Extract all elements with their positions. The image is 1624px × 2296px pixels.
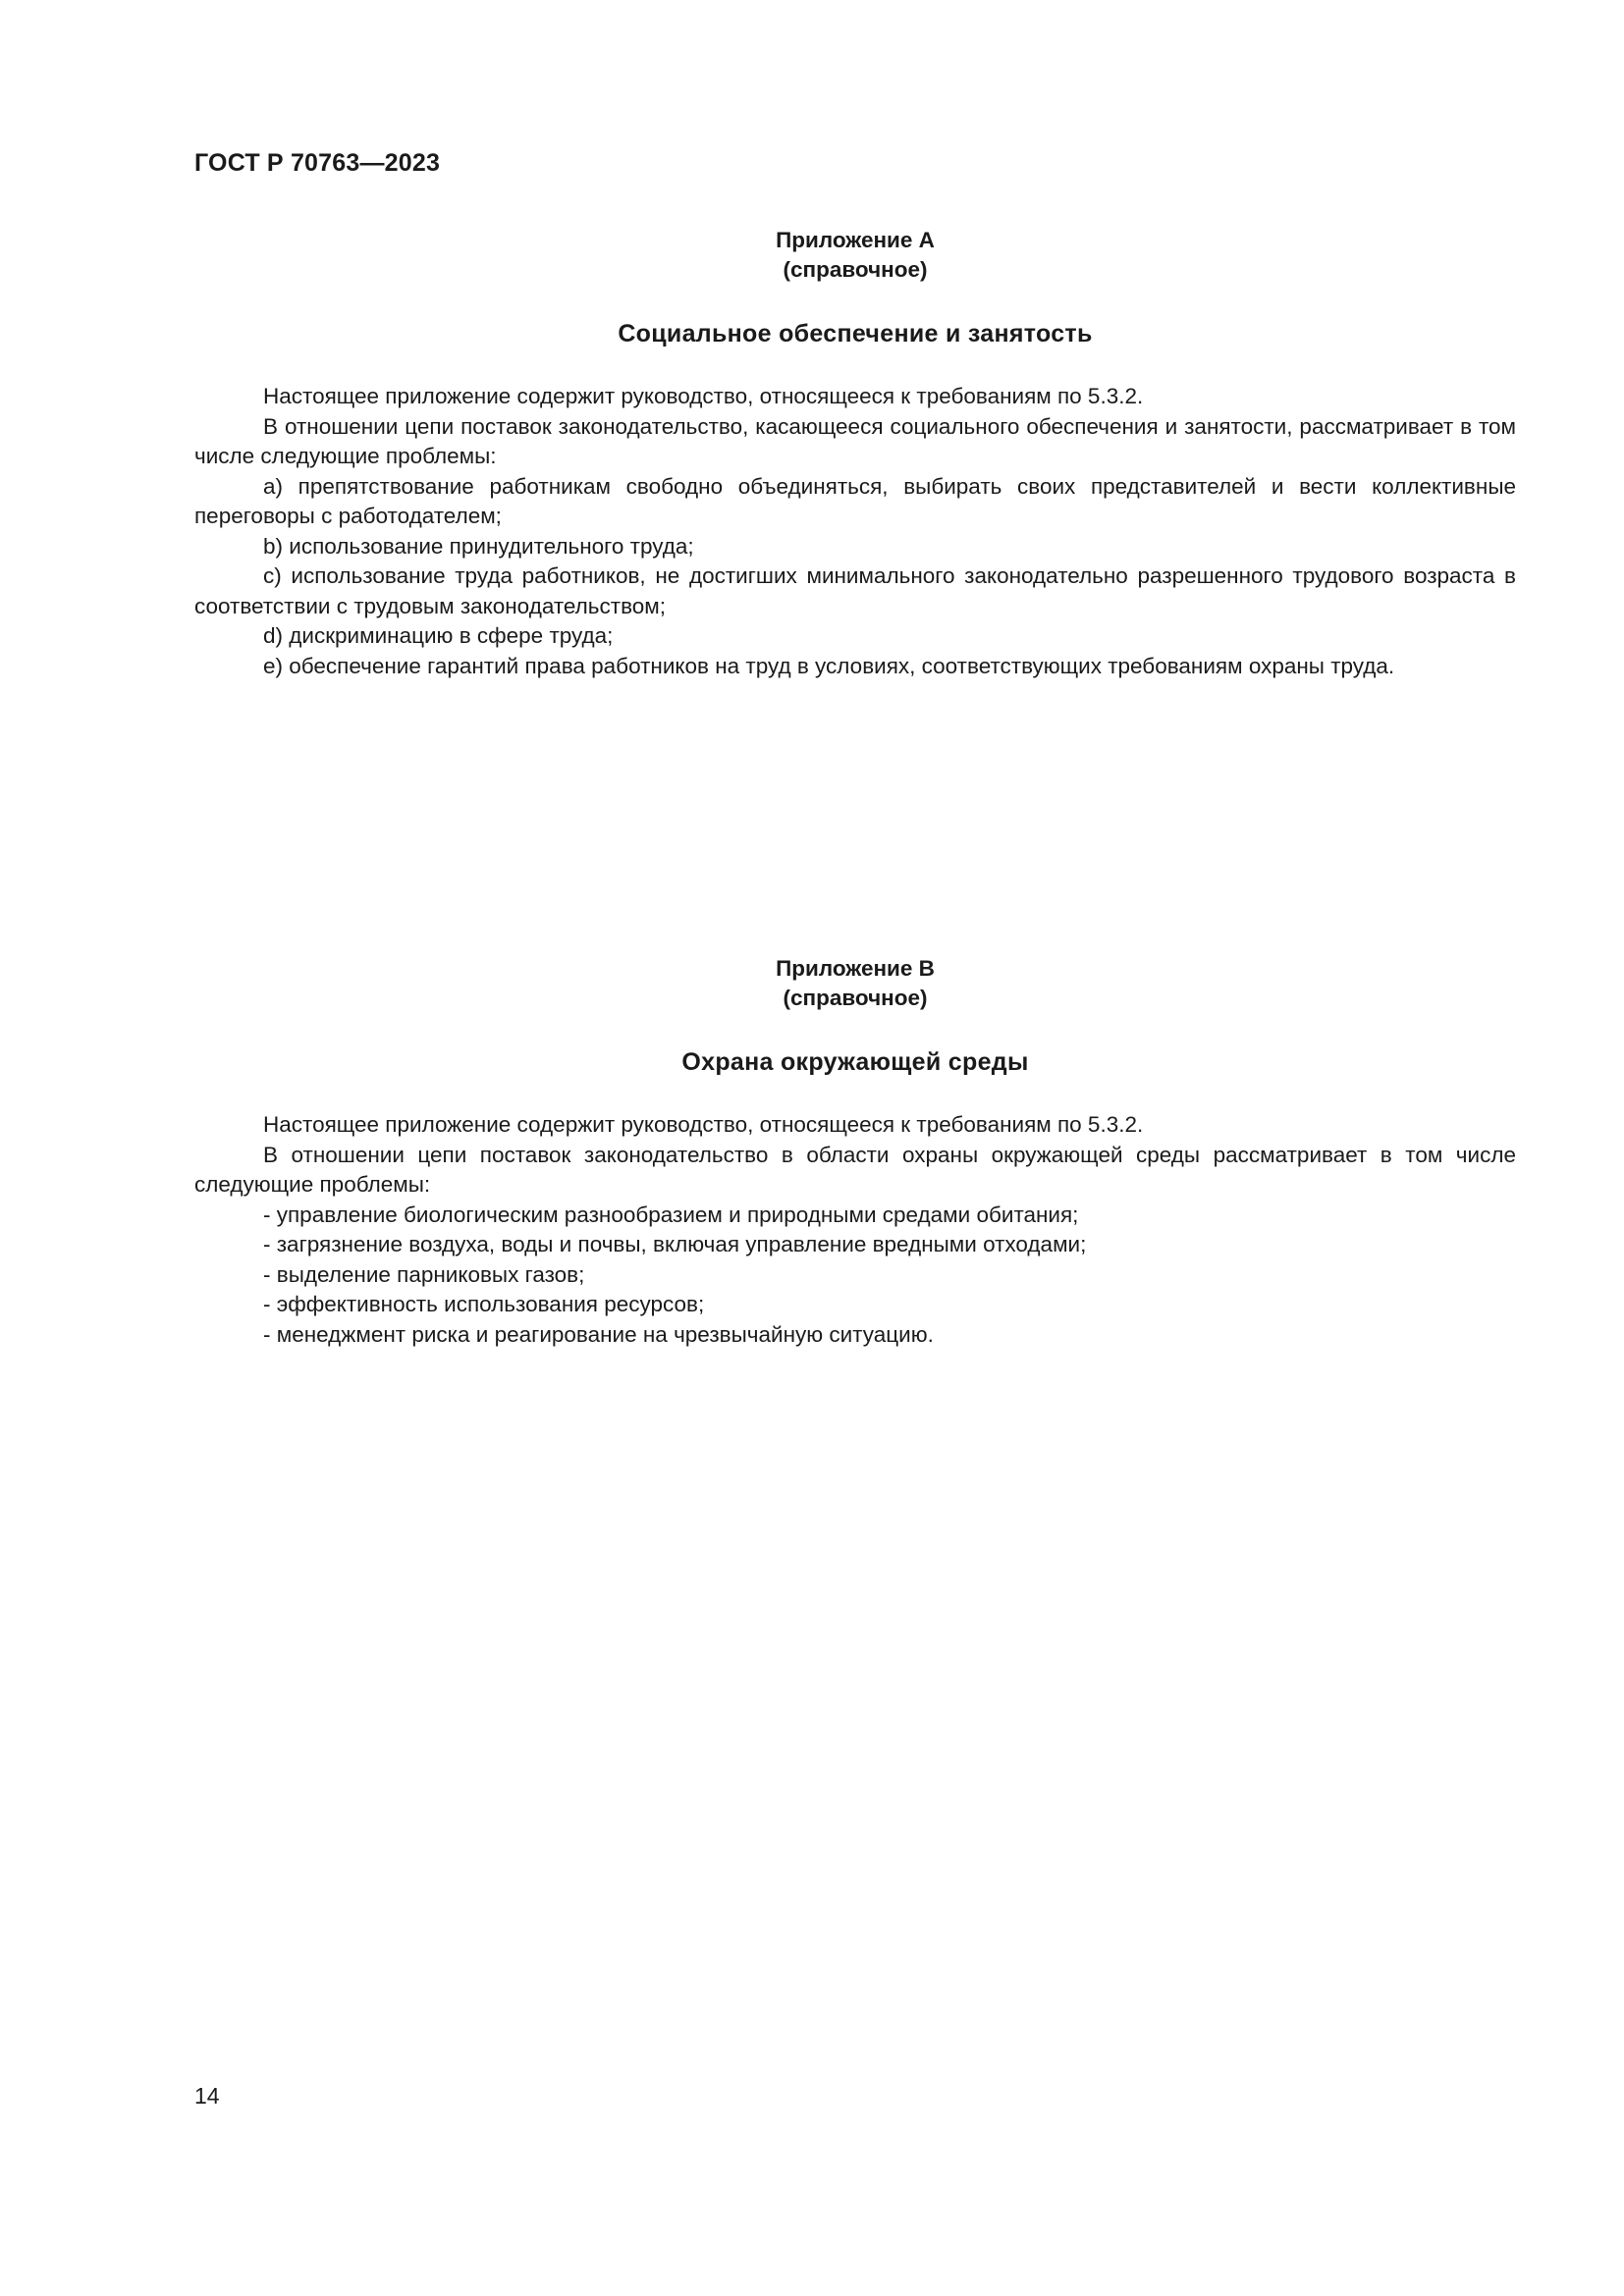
annex-b-paragraph: Настоящее приложение содержит руководство, относящееся к требованиям по 5.3.2. [263,1112,1144,1137]
annex-a-list-item: e) обеспечение гарантий права работников на труд в условиях, соответствующих требованиям охраны труда. [263,653,1395,678]
annex-a-label: Приложение А [776,228,935,252]
annex-b-list-item: - выделение парниковых газов; [263,1261,585,1287]
annex-a-status: (справочное) [783,257,928,282]
annex-b-list-item: - эффективность использования ресурсов; [263,1292,705,1316]
document-code: ГОСТ Р 70763—2023 [194,149,441,177]
annex-a-paragraph: Настоящее приложение содержит руководство, относящееся к требованиям по 5.3.2. [263,384,1144,408]
annex-a-paragraph: В отношении цепи поставок законодательство, касающееся социального обеспечения и занятости, рассматривает в том числе следующие проблемы: [194,413,1516,468]
annex-b-list-item: - загрязнение воздуха, воды и почвы, включая управление вредными отходами; [263,1232,1087,1256]
annex-a-list-item: c) использование труда работников, не достигших минимального законодательно разрешенного трудового возраста в соответствии с трудовым законодательством; [194,563,1516,618]
annex-b-label: Приложение В [776,956,935,981]
annex-b-body [194,1110,1516,1350]
page-number: 14 [194,2083,220,2109]
annex-a-heading: Социальное обеспечение и занятость [618,320,1093,347]
annex-b-status: (справочное) [783,986,928,1010]
annex-b-heading: Охрана окружающей среды [681,1048,1029,1076]
annex-b-list-item: - управление биологическим разнообразием и природными средами обитания; [263,1201,1079,1227]
annex-a-list-item: b) использование принудительного труда; [263,533,694,559]
annex-a-list-item: d) дискриминацию в сфере труда; [263,623,614,648]
annex-b [194,954,1516,1350]
annex-a [194,226,1516,681]
annex-b-paragraph: В отношении цепи поставок законодательство в области охраны окружающей среды рассматривает в том числе следующие проблемы: [194,1142,1516,1197]
annex-a-list-item: a) препятствование работникам свободно объединяться, выбирать своих представителей и вести коллективные переговоры с работодателем; [194,473,1516,528]
annex-a-body [194,382,1516,681]
annex-b-list-item: - менеджмент риска и реагирование на чрезвычайную ситуацию. [263,1321,934,1347]
